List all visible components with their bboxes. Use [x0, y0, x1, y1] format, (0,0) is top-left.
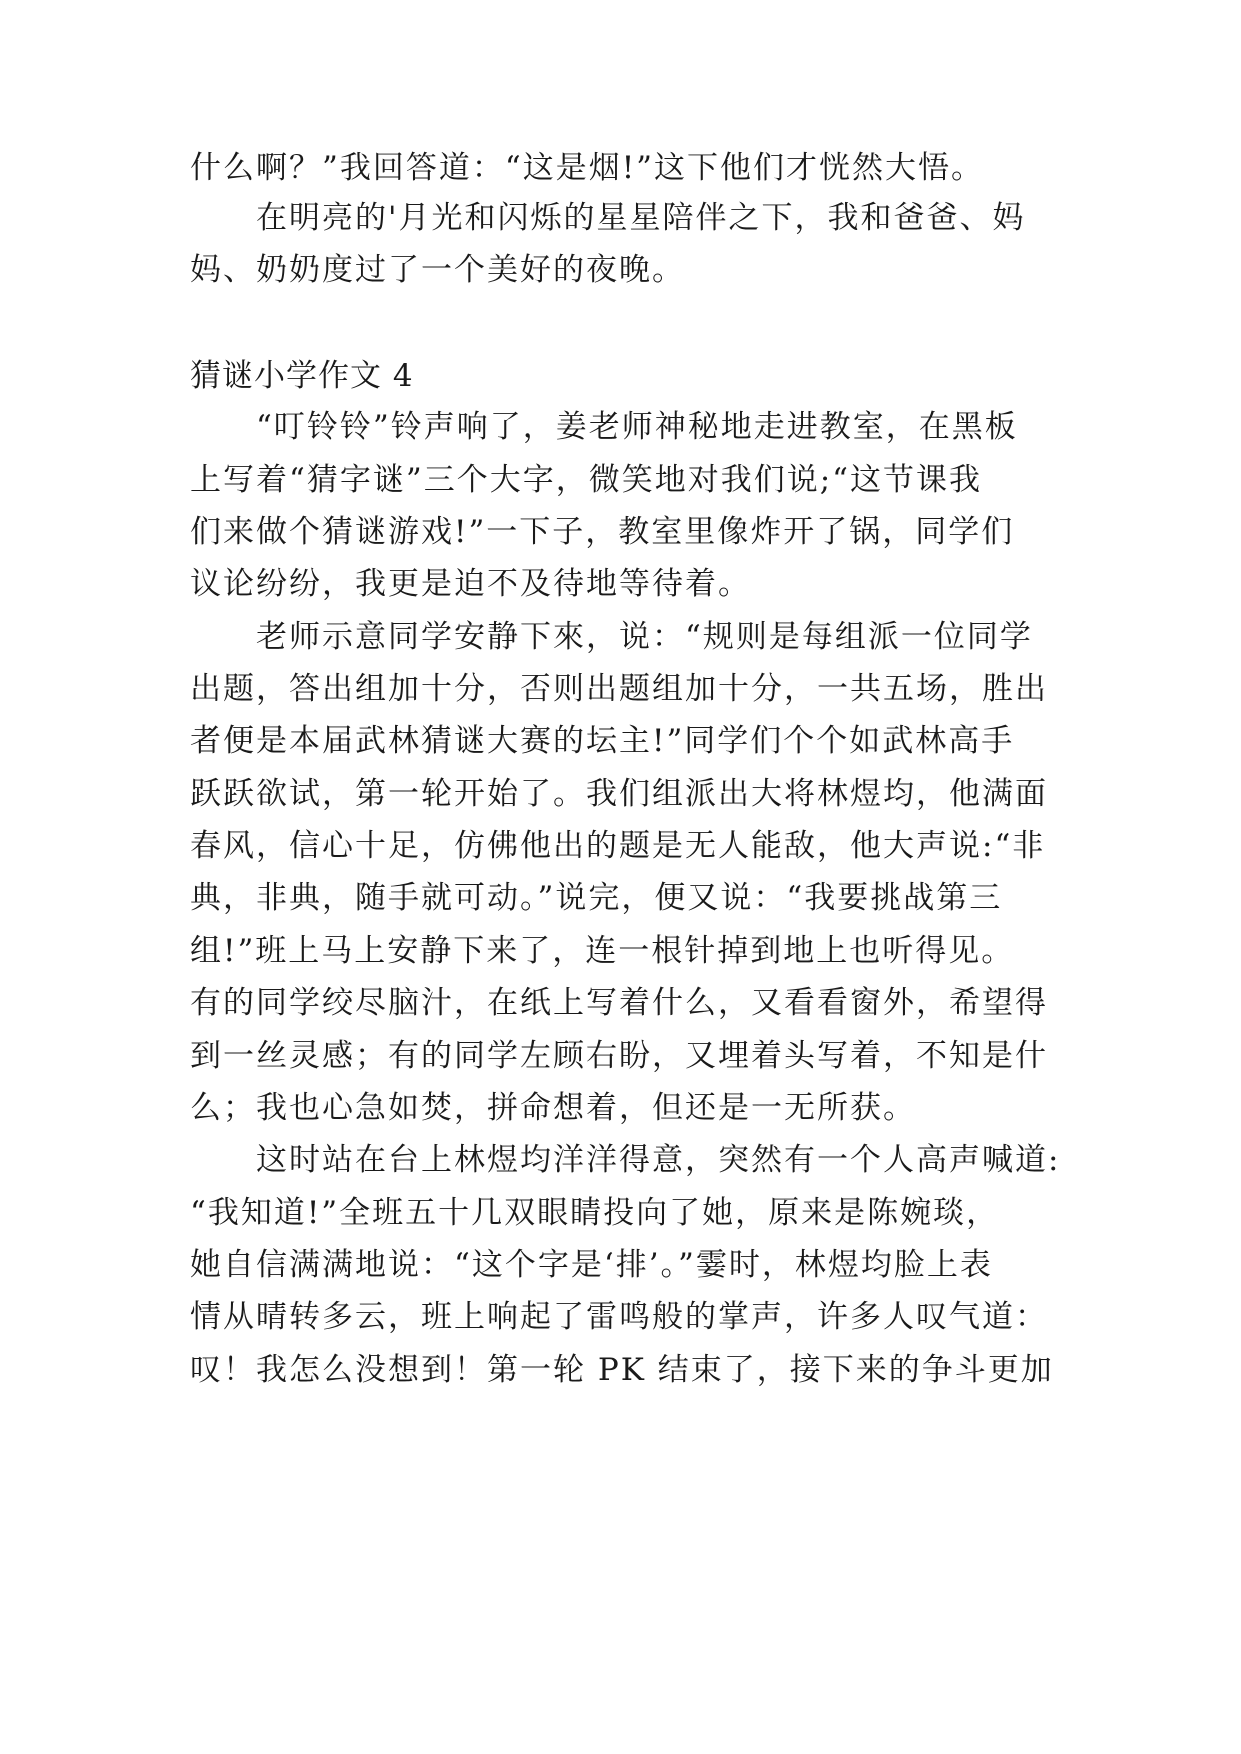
- paragraph-line: 跃跃欲试，第一轮开始了。我们组派出大将林煜均，他满面: [190, 776, 1048, 812]
- paragraph-line: 们来做个猜谜游戏!”一下子，教室里像炸开了锅，同学们: [190, 514, 1015, 550]
- paragraph-line: 在明亮的'月光和闪烁的星星陪伴之下，我和爸爸、妈: [190, 200, 1026, 236]
- paragraph-line: 情从晴转多云，班上响起了雷鸣般的掌声，许多人叹气道：: [190, 1299, 1048, 1335]
- paragraph-line: 到一丝灵感；有的同学左顾右盼，又埋着头写着，不知是什: [190, 1038, 1048, 1074]
- paragraph-line: 老师示意同学安静下來，说：“规则是每组派一位同学: [190, 619, 1033, 655]
- paragraph-line: 春风，信心十足，仿佛他出的题是无人能敌，他大声说:“非: [190, 828, 1046, 864]
- paragraph-line: 叹！我怎么没想到！第一轮 PK 结束了，接下来的争斗更加: [190, 1352, 1054, 1388]
- paragraph-line: 她自信满满地说：“这个字是‘排’。”霎时，林煜均脸上表: [190, 1247, 993, 1283]
- paragraph-line: 上写着“猜字谜”三个大字，微笑地对我们说;“这节课我: [190, 462, 982, 498]
- paragraph-line: 什么啊？”我回答道：“这是烟!”这下他们才恍然大悟。: [190, 150, 984, 186]
- paragraph-line: 者便是本届武林猜谜大赛的坛主!”同学们个个如武林高手: [190, 723, 1015, 759]
- paragraph-line: “叮铃铃”铃声响了，姜老师神秘地走进教室，在黑板: [190, 409, 1018, 445]
- paragraph-line: 么；我也心急如焚，拼命想着，但还是一无所获。: [190, 1090, 916, 1126]
- paragraph-line: 有的同学绞尽脑汁，在纸上写着什么，又看看窗外，希望得: [190, 985, 1048, 1021]
- paragraph-line: 妈、奶奶度过了一个美好的夜晚。: [190, 252, 685, 288]
- paragraph-line: 组!”班上马上安静下来了，连一根针掉到地上也听得见。: [190, 933, 1015, 969]
- paragraph-line: “我知道!”全班五十几双眼睛投向了她，原来是陈婉琰，: [190, 1195, 1000, 1231]
- paragraph-line: 议论纷纷，我更是迫不及待地等待着。: [190, 566, 751, 602]
- paragraph-line: 出题，答出组加十分，否则出题组加十分，一共五场，胜出: [190, 671, 1048, 707]
- paragraph-line: 这时站在台上林煜均洋洋得意，突然有一个人高声喊道:: [190, 1142, 1061, 1178]
- paragraph-line: 典，非典，随手就可动。”说完，便又说：“我要挑战第三: [190, 880, 1003, 916]
- section-title: 猜谜小学作文 4: [190, 358, 414, 394]
